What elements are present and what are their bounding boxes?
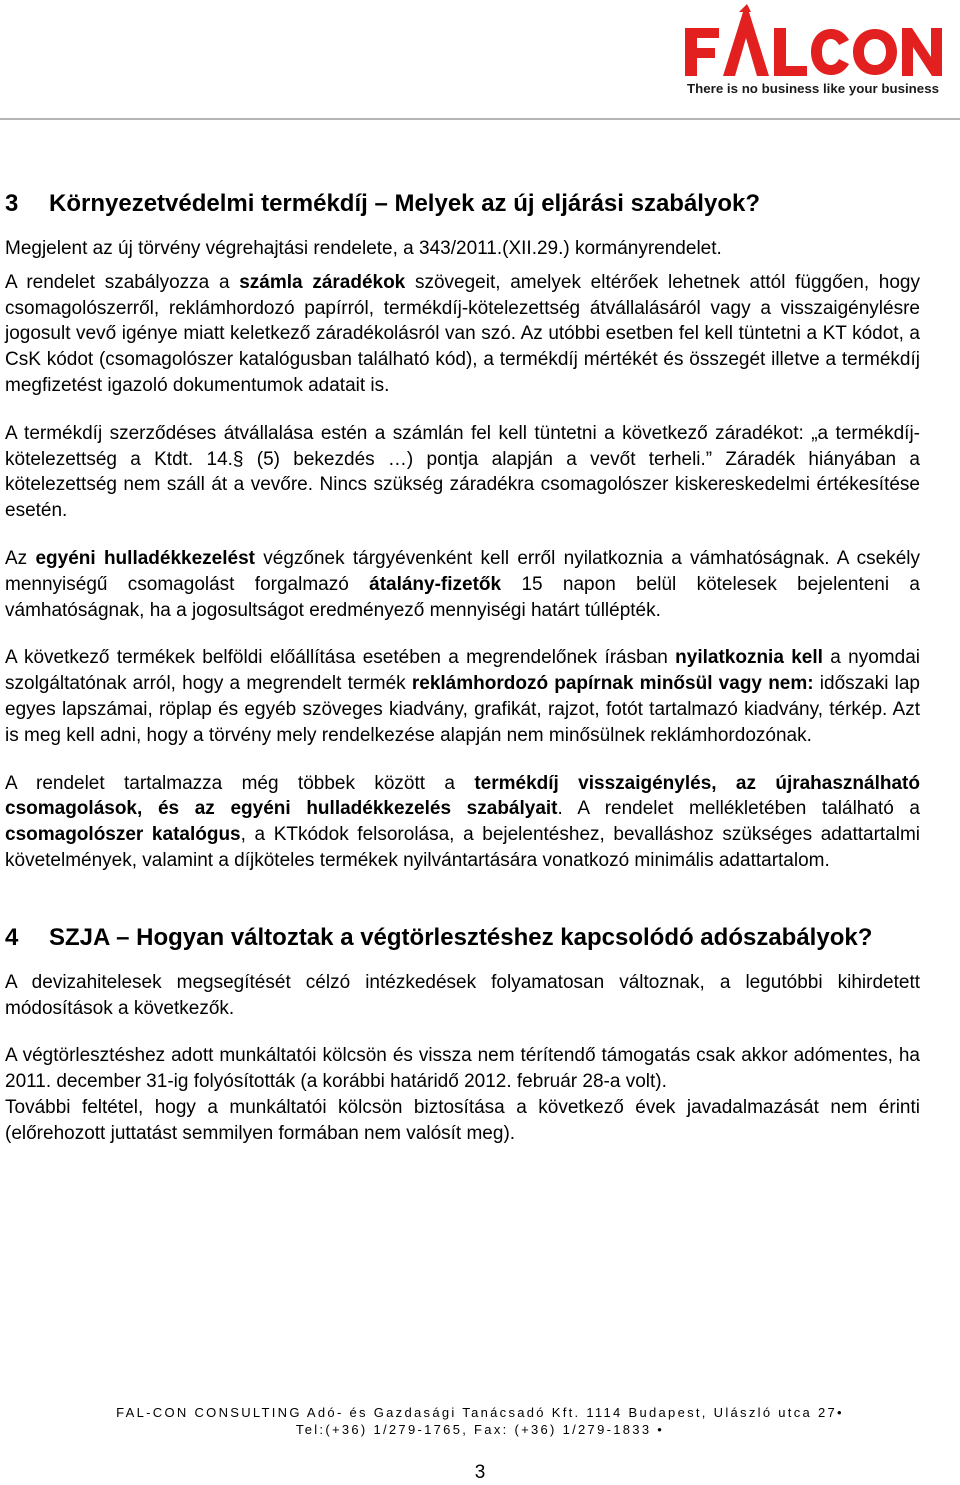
page-footer	[0, 1404, 960, 1438]
logo-tagline: There is no business like your business	[687, 81, 939, 96]
section-3-intro: Megjelent az új törvény végrehajtási rendelete, a 343/2011.(XII.29.) kormányrendelet.	[5, 238, 722, 259]
falcon-logo-graphic	[679, 2, 944, 98]
section-3-heading	[5, 188, 920, 220]
bold-text: nyilatkoznia kell	[675, 647, 823, 669]
logo-letter-a	[723, 12, 769, 76]
text-run: A rendelet szabályozza a	[5, 271, 240, 293]
text-run: Az	[5, 547, 36, 569]
footer-contact: Tel:(+36) 1/279-1765, Fax: (+36) 1/279-1833 •	[295, 1422, 665, 1437]
logo-letter-o	[853, 29, 897, 75]
paragraph	[5, 771, 920, 874]
text-run: A rendelet tartalmazza még többek között a	[5, 772, 475, 794]
text-run: , a KTkódok felsorolása, a bejelentéshez, bevalláshoz szükséges adattartalmi követelmények, valamint a díjköteles termékek nyilvántartására vonatkozó minimális adattartalom.	[5, 824, 921, 871]
section-number: 3	[5, 190, 19, 217]
paragraph	[5, 645, 920, 748]
paragraph: A devizahitelesek megsegítését célzó intézkedések folyamatosan változnak, a legutóbbi kihirdetett módosítások a következők.	[5, 971, 920, 1019]
section-4-heading	[5, 922, 920, 954]
page-number: 3	[474, 1462, 486, 1483]
logo-letter-c	[811, 29, 849, 75]
paragraph	[5, 270, 920, 399]
paragraph: További feltétel, hogy a munkáltatói kölcsön biztosítása a következő évek javadalmazását nem érinti (előrehozott juttatást semmilyen formában nem valósít meg).	[5, 1096, 920, 1144]
text-run: . A rendelet mellékletében található a	[557, 798, 920, 820]
bold-text: számla záradékok	[239, 271, 406, 293]
section-title: Környezetvédelmi termékdíj – Melyek az új eljárási szabályok?	[49, 190, 760, 217]
section-title: SZJA – Hogyan változtak a végtörlesztéshez kapcsolódó adószabályok?	[49, 923, 873, 951]
text-run: időszaki lap egyes lapszámai, röplap és egyéb szöveges kiadvány, grafikát, rajzot, fotót tartalmazó kiadvány, térkép. Azt is meg kell adni, hogy a törvény mely rendelkezése alapján nem minősülnek reklámhordozónak.	[5, 673, 920, 746]
text-run: A termékdíj szerződéses átvállalása estén a számlán fel kell tüntetni a következő záradékot: „a termékdíj-kötelezettség a Ktdt. 14.§ (5) bekezdés …) pontja alapján a vevőt terheli.” Záradék hiányában a kötelezettség nem száll át a vevőre. Nincs szükség záradékra csomagolószer kiskereskedelmi értékesítése esetén.	[5, 422, 920, 522]
bold-text: átalány-fizetők	[369, 573, 502, 595]
text-run: 15 napon belül kötelesek bejelenteni a vámhatóságnak, ha a jogosultságot eredményező mennyiségi határt túllépték.	[5, 573, 921, 621]
document-body	[5, 188, 920, 1147]
bold-text: egyéni hulladékkezelést	[35, 547, 255, 569]
footer-address: FAL-CON CONSULTING Adó- és Gazdasági Tanácsadó Kft. 1114 Budapest, Ulászló utca 27•	[116, 1405, 844, 1420]
bold-text: termékdíj visszaigénylés, az újrahasználható csomagolások, és az egyéni hulladékkezelés szabályait	[5, 772, 920, 820]
header-divider	[0, 118, 960, 120]
paragraph	[5, 546, 920, 623]
text-run: végzőnek tárgyévenként kell erről nyilatkoznia a vámhatóságnak. A csekély mennyiségű csomagolást forgalmazó	[5, 547, 920, 595]
text-run: A következő termékek belföldi előállítása esetében a megrendelőnek írásban	[5, 647, 676, 669]
paragraph	[5, 421, 920, 524]
logo-letter-l	[774, 28, 807, 76]
logo-letter-n	[902, 28, 942, 76]
text-run: szövegeit, amelyek eltérőek lehetnek attól függően, hogy csomagolószerről, reklámhordozó papírról, termékdíj-kötelezettség átvállalásáról vagy a visszaigénylésre jogosult vevő igénye miatt keletkező záradékolásról van szó. Az utóbbi esetben fel kell tüntetni a KT kódot, a CsK kódot (csomagolószer katalógusban található kód), a termékdíj mértékét és összegét illetve a termékdíj megfizetést igazoló dokumentumok adatait is.	[5, 271, 921, 396]
logo-letter-f	[685, 28, 719, 76]
section-number: 4	[5, 923, 19, 951]
paragraph: A végtörlesztéshez adott munkáltatói kölcsön és vissza nem térítendő támogatás csak akkor adómentes, ha 2011. december 31-ig folyósították (a korábbi határidő 2012. február 28-a volt).	[5, 1045, 920, 1093]
bold-text: reklámhordozó papírnak minősül vagy nem:	[411, 673, 814, 695]
falcon-logo	[679, 2, 944, 98]
text-run: a nyomdai szolgáltatónak arról, hogy a megrendelt termék	[5, 647, 920, 695]
bold-text: csomagolószer katalógus	[5, 824, 241, 846]
